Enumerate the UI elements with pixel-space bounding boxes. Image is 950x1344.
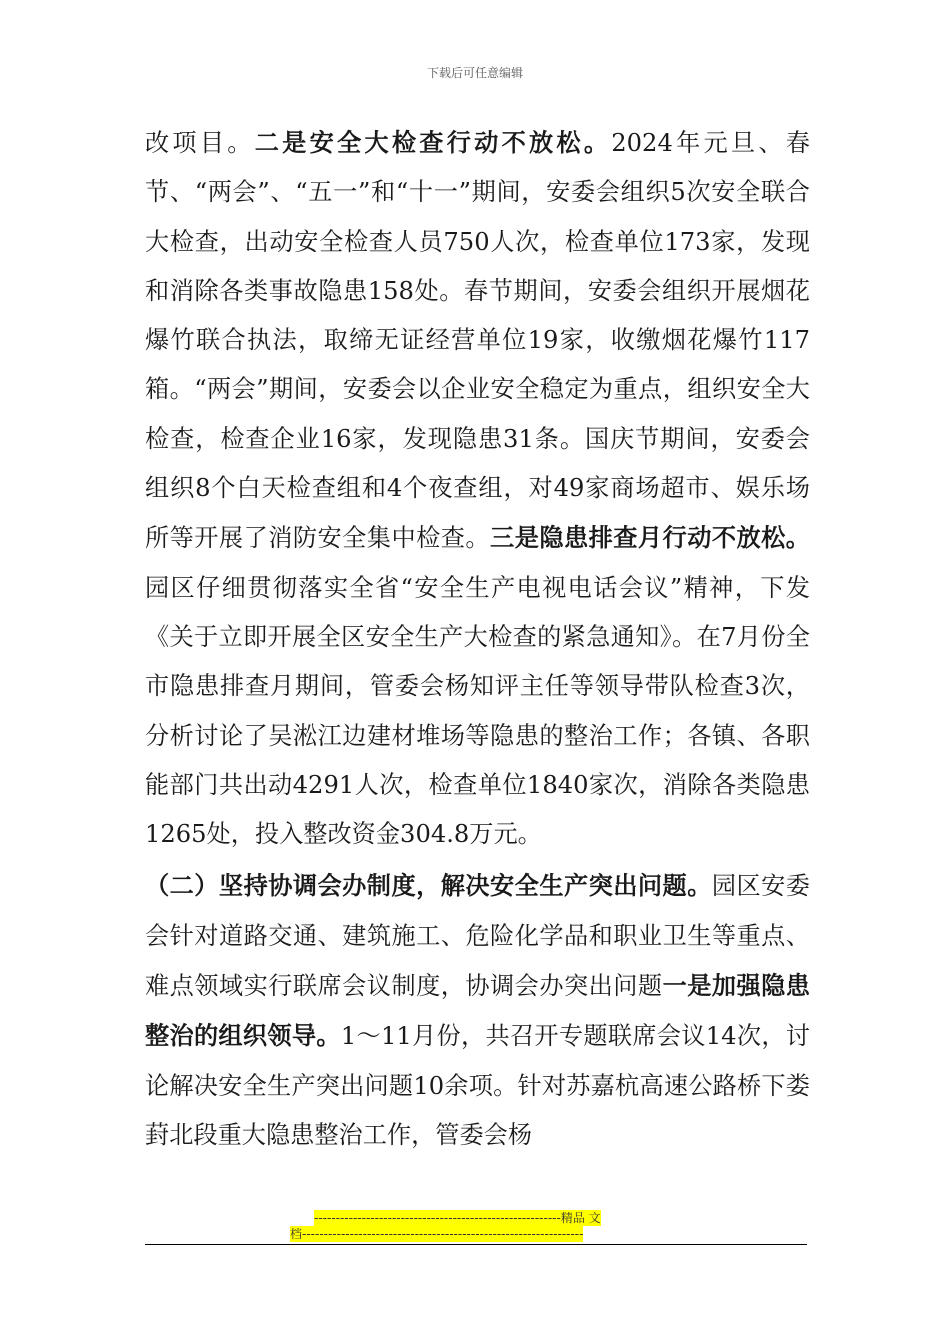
footer-divider — [145, 1244, 807, 1245]
page-header: 下载后可任意编辑 — [426, 66, 523, 80]
text-run: 园区安委会针对道路交通、建筑施工、危险化学品和职业卫生等重点、难点领域实行联席会议制度，协调会办突出问题 — [145, 872, 810, 1001]
text-run: 改项目。 — [145, 129, 255, 157]
text-run: 园区仔细贯彻落实全省“安全生产电视电话会议”精神，下发《关于立即开展全区安全生产大检查的紧急通知》。在7月份全市隐患排查月期间，管委会杨知评主任等领导带队检查3次，分析讨论了吴淞江边建材堆场等隐患的整治工作；各镇、各职能部门共出动4291人次，检查单位1840家次，消除各类隐患1265处，投入整改资金304.8万元。 — [145, 573, 810, 849]
paragraph-1 — [145, 118, 810, 859]
paragraph-2 — [145, 861, 810, 1160]
footer-banner-line-2: 档----------------------------------------------------------------- — [290, 1227, 584, 1241]
bold-heading: 二是安全大检查行动不放松。 — [254, 128, 612, 157]
text-run: 1～11月份，共召开专题联席会议14次，讨论解决安全生产突出问题10余项。针对苏嘉杭高速公路桥下娄葑北段重大隐患整治工作，管委会杨 — [145, 1022, 810, 1149]
text-run: 2024年元旦、春节、“两会”、“五一”和“十一”期间，安委会组织5次安全联合大检查，出动安全检查人员750人次，检查单位173家，发现和消除各类事故隐患158处。春节期间，安委会组织开展烟花爆竹联合执法，取缔无证经营单位19家，收缴烟花爆竹117箱。“两会”期间，安委会以企业安全稳定为重点，组织安全大检查，检查企业16家，发现隐患31条。国庆节期间，安委会组织8个白天检查组和4个夜查组，对49家商场超市、娱乐场所等开展了消防安全集中检查。 — [145, 129, 810, 553]
footer-banner — [290, 1210, 655, 1242]
bold-heading: 一是加强隐患整治的组织领导。 — [145, 971, 810, 1051]
bold-heading: 三是隐患排查月行动不放松。 — [490, 523, 810, 553]
section-heading: （二）坚持协调会办制度，解决安全生产突出问题。 — [145, 871, 712, 901]
footer-banner-line-1: ---------------------------------------------------------精品 文 — [314, 1211, 601, 1225]
document-body — [145, 118, 810, 1160]
